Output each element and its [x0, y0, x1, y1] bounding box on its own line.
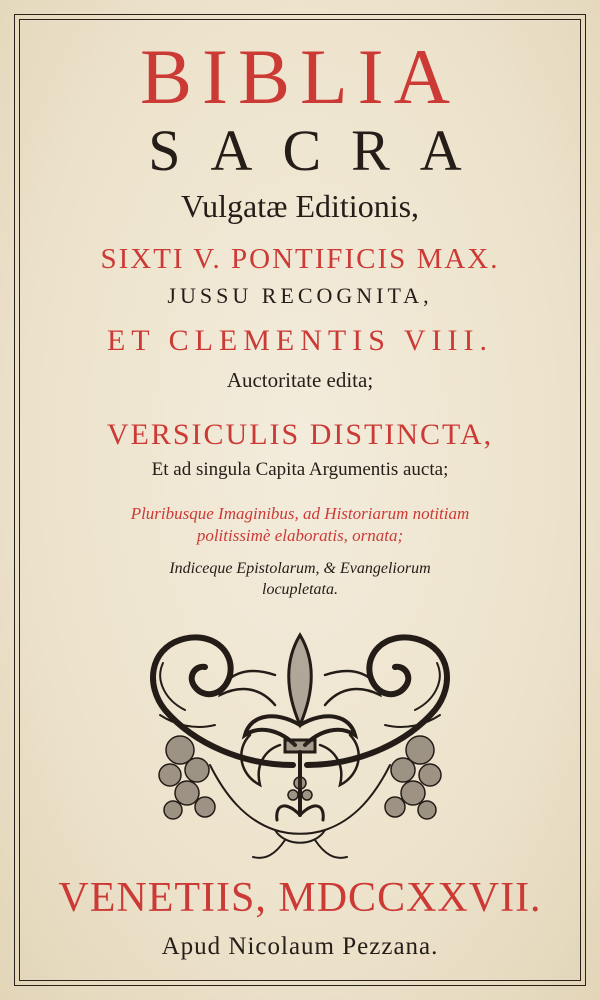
- recognita-line: JUSSU RECOGNITA,: [167, 283, 433, 308]
- edition-line: Vulgatæ Editionis,: [180, 188, 420, 224]
- imprint-place: VENETIIS, MDCCXXVII.: [58, 875, 542, 921]
- imaginibus-line-1: Pluribusque Imaginibus, ad Historiarum notitiam: [130, 504, 470, 523]
- pope-sixtus-line: SIXTI V. PONTIFICIS MAX.: [100, 243, 500, 275]
- argumentis-line: Et ad singula Capita Argumentis aucta;: [151, 459, 449, 480]
- pope-clemens-line: ET CLEMENTIS VIII.: [106, 324, 494, 357]
- imprint-printer: Apud Nicolaum Pezzana.: [161, 933, 439, 960]
- indice-line-1: Indiceque Epistolarum, & Evangeliorum: [169, 560, 431, 577]
- imaginibus-line-2: politissimè elaboratis, ornata;: [196, 526, 404, 545]
- book-title: BIBLIA: [140, 33, 460, 120]
- book-subtitle: SACRA: [148, 118, 492, 183]
- fleur-de-lis-vignette-icon: [125, 615, 475, 865]
- versiculis-line: VERSICULIS DISTINCTA,: [106, 418, 494, 451]
- indice-line-2: locupletata.: [262, 581, 338, 598]
- auctoritate-line: Auctoritate edita;: [226, 368, 374, 392]
